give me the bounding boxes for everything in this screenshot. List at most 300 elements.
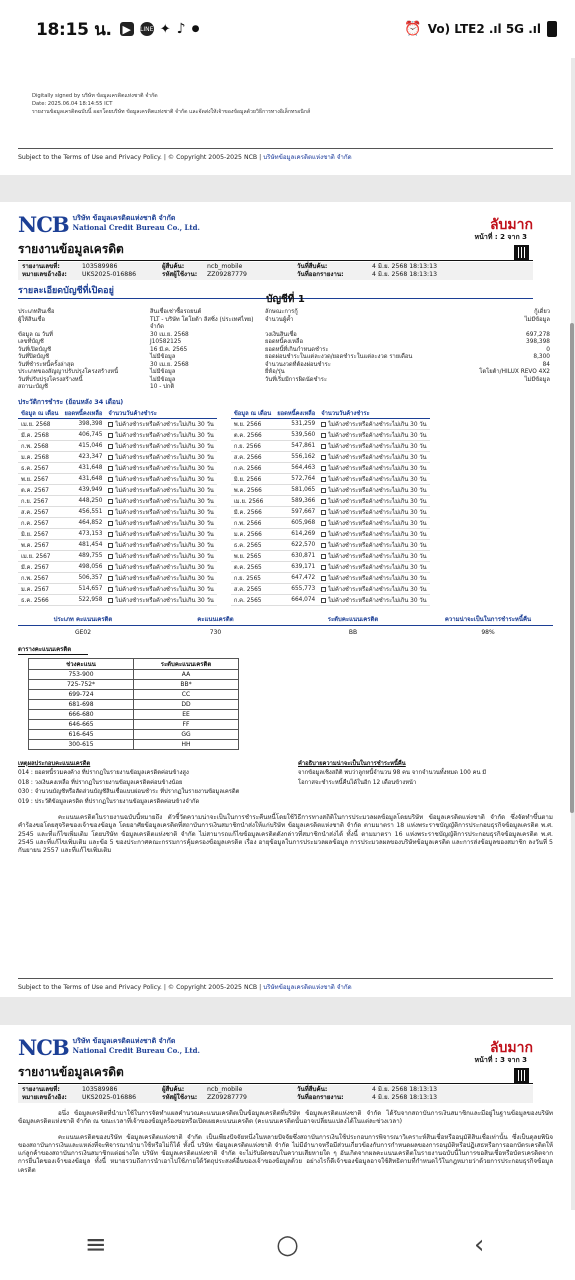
account-field: 8,300 — [533, 354, 550, 360]
grade-value: DD — [134, 699, 239, 709]
history-balance: 481,454 — [61, 539, 105, 550]
table-row — [18, 517, 217, 528]
history-month: พ.ย. 2566 — [231, 418, 274, 429]
table-row — [18, 539, 217, 550]
table-row — [231, 484, 430, 495]
status-text: ไม่ค้างชำระหรือค้างชำระไม่เกิน 30 วัน — [328, 597, 427, 604]
confidential-label: ลับมาก — [489, 217, 533, 233]
table-row — [29, 719, 239, 729]
history-status — [105, 451, 216, 462]
status-text: ไม่ค้างชำระหรือค้างชำระไม่เกิน 30 วัน — [328, 443, 427, 450]
status-text: ไม่ค้างชำระหรือค้างชำระไม่เกิน 30 วัน — [115, 597, 214, 604]
history-status — [318, 517, 429, 528]
checkbox-icon — [108, 598, 113, 603]
range-value: 666-680 — [29, 709, 134, 719]
checkbox-icon — [321, 521, 326, 526]
home-button[interactable]: ○ — [276, 1230, 299, 1260]
history-header: จำนวนวันค้างชำระ — [105, 408, 216, 419]
checkbox-icon — [321, 565, 326, 570]
table-row — [231, 418, 430, 429]
play-icon: ▶ — [120, 22, 134, 36]
table-row — [18, 462, 217, 473]
table-row — [29, 699, 239, 709]
history-table-left — [18, 408, 217, 606]
history-balance: 572,764 — [274, 473, 318, 484]
history-status — [318, 550, 429, 561]
checkbox-icon — [321, 510, 326, 515]
table-row — [231, 462, 430, 473]
qr-code-icon — [514, 245, 529, 260]
checkbox-icon — [321, 422, 326, 427]
tiktok-icon: ♪ — [176, 21, 186, 37]
history-header: จำนวนวันค้างชำระ — [318, 408, 429, 419]
ncb-link[interactable]: บริษัทข้อมูลเครดิตแห่งชาติ จำกัด — [263, 984, 352, 991]
history-balance: 630,871 — [274, 550, 318, 561]
table-row — [231, 506, 430, 517]
reason-item: 018 : วงเงินคงเหลือ ที่ปรากฏในรายงานข้อมูลเครดิตค่อนข้างน้อย — [18, 779, 183, 786]
checkbox-icon — [321, 444, 326, 449]
history-balance: 547,861 — [274, 440, 318, 451]
status-text: ไม่ค้างชำระหรือค้างชำระไม่เกิน 30 วัน — [328, 531, 427, 538]
checkbox-icon — [321, 532, 326, 537]
page-number: หน้าที่ : 2 จาก 3 — [474, 233, 527, 241]
history-balance: 597,667 — [274, 506, 318, 517]
history-balance: 564,463 — [274, 462, 318, 473]
history-month: มิ.ย. 2566 — [231, 473, 274, 484]
table-row — [18, 418, 217, 429]
history-month: ต.ค. 2567 — [18, 484, 61, 495]
table-row — [18, 594, 217, 605]
history-status — [105, 484, 216, 495]
ncb-link[interactable]: บริษัทข้อมูลเครดิตแห่งชาติ จำกัด — [263, 154, 352, 161]
history-month: มี.ค. 2568 — [18, 429, 61, 440]
grade-value: EE — [134, 709, 239, 719]
table-row — [18, 451, 217, 462]
checkbox-icon — [108, 466, 113, 471]
history-balance: 406,745 — [61, 429, 105, 440]
history-balance: 473,153 — [61, 528, 105, 539]
history-balance: 456,551 — [61, 506, 105, 517]
reasons: เหตุผลประกอบคะแนนเครดิต 014 : ยอดหนี้รวมคงค้าง ที่ปรากฎในรายงานข้อมูลเครดิตค่อนข้างสูง 018 : วงเงินคงเหลือ ที่ปรากฏในรายงานข้อมูลเครดิตค่อนข้างน้อย 030 : จำนวนบัญชีหรือสัดส่วนบัญชีสินเชื่อแบบผ่อนชำระ ที่ปรากฏในรายงานข้อมูลเครดิต 019 : ประวัติข้อมูลเครดิต ที่ปรากฏในรายงานข้อมูลเครดิตค่อนข้างจำกัด คำอธิบายความน่าจะเป็นในการชำระหนี้คืน จากข้อมูลเชิงสถิติ พบว่าลูกหนี้จำนวน 98 คน จากจำนวนทั้งหมด 100 คน มีโอกาสจะชำระหนี้คืนได้ในอีก 12 เดือนข้างหน้า — [18, 760, 553, 808]
status-text: ไม่ค้างชำระหรือค้างชำระไม่เกิน 30 วัน — [115, 520, 214, 527]
probability-text: จากข้อมูลเชิงสถิติ พบว่าลูกหนี้จำนวน 98 คน จากจำนวนทั้งหมด 100 คน มีโอกาสจะชำระหนี้คืนได้ในอีก 12 เดือนข้างหน้า — [298, 770, 487, 786]
account-field — [420, 384, 550, 392]
history-balance: 489,755 — [61, 550, 105, 561]
range-value: 616-645 — [29, 729, 134, 739]
checkbox-icon — [321, 576, 326, 581]
checkbox-icon — [108, 433, 113, 438]
history-status — [318, 451, 429, 462]
history-month: ต.ค. 2566 — [231, 429, 274, 440]
status-text: ไม่ค้างชำระหรือค้างชำระไม่เกิน 30 วัน — [328, 454, 427, 461]
account-field: J10582125 — [150, 339, 182, 345]
pdf-page-1 — [0, 58, 571, 175]
history-month: ก.พ. 2568 — [18, 440, 61, 451]
table-row — [231, 440, 430, 451]
checkbox-icon — [108, 444, 113, 449]
status-text: ไม่ค้างชำระหรือค้างชำระไม่เกิน 30 วัน — [115, 443, 214, 450]
digital-signature: Digitally signed by บริษัท ข้อมูลเครดิตแห่งชาติ จำกัด Date: 2025.06.04 18:14:55 ICT รายงานข้อมูลเครดิตฉบับนี้ ออกโดยบริษัท ข้อมูลเครดิตแห่งชาติ จำกัด และจัดส่งให้เจ้าของข้อมูลด้วยวิธีการทางอิเล็กทรอนิกส์ — [32, 93, 311, 115]
history-balance: 415,046 — [61, 440, 105, 451]
report-meta: รายงานเลขที่: 103589986 ผู้สืบค้น: ncb_mobile วันที่สืบค้น: 4 มิ.ย. 2568 18:13:13 หมายเลขอ้างอิง: UKS2025-016886 รหัสผู้ใช้งาน: ZZ09287779 วันที่ออกรายงาน: 4 มิ.ย. 2568 18:13:13 — [18, 1085, 533, 1103]
navigation-bar — [0, 1210, 575, 1280]
status-text: ไม่ค้างชำระหรือค้างชำระไม่เกิน 30 วัน — [328, 564, 427, 571]
status-text: ไม่ค้างชำระหรือค้างชำระไม่เกิน 30 วัน — [328, 421, 427, 428]
history-balance: 614,269 — [274, 528, 318, 539]
account-field: 30 เม.ย. 2568 — [150, 361, 189, 368]
account-field: วันที่ปิดบัญชี — [18, 354, 50, 360]
history-status — [105, 572, 216, 583]
account-field: วันที่ปรับปรุงโครงสร้างหนี้ — [18, 376, 83, 383]
table-row — [18, 473, 217, 484]
photos-icon: ✦ — [159, 21, 171, 37]
status-text: ไม่ค้างชำระหรือค้างชำระไม่เกิน 30 วัน — [115, 421, 214, 428]
score-grade: BB — [348, 628, 358, 636]
history-status — [318, 506, 429, 517]
history-month: เม.ย. 2567 — [18, 550, 61, 561]
checkbox-icon — [108, 488, 113, 493]
history-month: ก.ย. 2566 — [231, 440, 274, 451]
history-status — [105, 528, 216, 539]
account-field: โตโยต้า/HILUX REVO 4X2 — [479, 369, 550, 375]
credit-score: ประเภท คะแนนเครดิต คะแนนเครดิต ระดับคะแนนเครดิต ความน่าจะเป็นในการชำระหนี้คืน GE02 730 BB 98% — [18, 614, 553, 636]
history-status — [105, 473, 216, 484]
status-text: ไม่ค้างชำระหรือค้างชำระไม่เกิน 30 วัน — [328, 476, 427, 483]
history-balance: 639,171 — [274, 561, 318, 572]
checkbox-icon — [321, 433, 326, 438]
account-field: 0 — [546, 346, 550, 353]
history-month: ก.ย. 2565 — [231, 572, 274, 583]
table-row — [231, 583, 430, 594]
history-balance: 498,056 — [61, 561, 105, 572]
score-note: อนึ่ง ข้อมูลเครดิตที่นำมาใช้ในการจัดทำแผลคำนวณคะแนนเครดิตเป็นข้อมูลเครดิตที่บริษัท ข้อมูลเครดิตแห่งชาติ จำกัด ได้รับจากสถาบันการเงินสมาชิกและมีอยู่ในฐานข้อมูลของบริษัท ข้อมูลเครดิตแห่งชาติ จำกัด ณ ขณะเวลาที่เจ้าของข้อมูลร้องขอหรือเปิดเผยคะแนนเครดิต (คะแนนเครดิตนั้นอาจเปลี่ยนแปลงได้ในแต่ละช่วงเวลา) — [18, 1110, 553, 1126]
checkbox-icon — [108, 422, 113, 427]
history-balance: 431,648 — [61, 462, 105, 473]
history-month: พ.ค. 2566 — [231, 484, 274, 495]
history-status — [105, 583, 216, 594]
grade-header: ระดับคะแนนเครดิต — [134, 658, 239, 669]
table-row — [18, 484, 217, 495]
history-status — [318, 473, 429, 484]
account-field: 84 — [542, 361, 550, 368]
history-balance: 439,949 — [61, 484, 105, 495]
reason-item: 019 : ประวัติข้อมูลเครดิต ที่ปรากฏในรายงานข้อมูลเครดิตค่อนข้างจำกัด — [18, 798, 200, 805]
grade-value: AA — [134, 669, 239, 679]
status-text: ไม่ค้างชำระหรือค้างชำระไม่เกิน 30 วัน — [115, 531, 214, 538]
history-status — [105, 517, 216, 528]
table-row — [231, 495, 430, 506]
history-status — [105, 462, 216, 473]
network-status: Vo) LTE2 .ıl 5G .ıl — [427, 22, 541, 36]
checkbox-icon — [321, 543, 326, 548]
ncb-logo: NCB — [18, 1035, 69, 1060]
page-number: หน้าที่ : 3 จาก 3 — [474, 1056, 527, 1064]
status-text: ไม่ค้างชำระหรือค้างชำระไม่เกิน 30 วัน — [115, 465, 214, 472]
table-row — [29, 669, 239, 679]
section-title: รายละเอียดบัญชีที่เปิดอยู่ — [18, 283, 533, 299]
terms-footer: Subject to the Terms of Use and Privacy Policy. | © Copyright 2005-2025 NCB | บริษัทข้อมูลเครดิตแห่งชาติ จำกัด — [18, 978, 553, 992]
table-row — [29, 729, 239, 739]
table-row — [29, 739, 239, 749]
status-text: ไม่ค้างชำระหรือค้างชำระไม่เกิน 30 วัน — [328, 520, 427, 527]
qr-code-icon — [514, 1068, 529, 1083]
range-value: 699-724 — [29, 689, 134, 699]
account-field: จำนวนผู้ค้ำ — [265, 316, 294, 323]
status-text: ไม่ค้างชำระหรือค้างชำระไม่เกิน 30 วัน — [328, 498, 427, 505]
history-status — [105, 550, 216, 561]
account-field: สถานะบัญชี — [18, 384, 48, 390]
history-month: พ.ย. 2565 — [231, 550, 274, 561]
status-text: ไม่ค้างชำระหรือค้างชำระไม่เกิน 30 วัน — [115, 487, 214, 494]
account-field: ไม่มีข้อมูล — [524, 376, 550, 383]
grade-value: FF — [134, 719, 239, 729]
table-row — [231, 594, 430, 605]
checkbox-icon — [321, 466, 326, 471]
history-month: ต.ค. 2565 — [231, 561, 274, 572]
status-text: ไม่ค้างชำระหรือค้างชำระไม่เกิน 30 วัน — [115, 454, 214, 461]
account-field: ประเภทของสัญญาปรับปรุงโครงสร้างหนี้ — [18, 369, 119, 375]
account-field: วงเงินสินเชื่อ — [265, 331, 297, 338]
status-text: ไม่ค้างชำระหรือค้างชำระไม่เกิน 30 วัน — [328, 542, 427, 549]
checkbox-icon — [321, 598, 326, 603]
history-balance: 589,366 — [274, 495, 318, 506]
account-field — [265, 384, 420, 392]
account-field: วันที่เปิดบัญชี — [18, 346, 52, 353]
table-row — [29, 689, 239, 699]
table-row — [231, 473, 430, 484]
history-balance: 655,773 — [274, 583, 318, 594]
table-row — [231, 517, 430, 528]
account-details — [18, 292, 553, 855]
checkbox-icon — [108, 521, 113, 526]
status-text: ไม่ค้างชำระหรือค้างชำระไม่เกิน 30 วัน — [328, 509, 427, 516]
history-month: ส.ค. 2567 — [18, 506, 61, 517]
scrollbar[interactable] — [570, 323, 574, 813]
history-status — [318, 583, 429, 594]
history-balance: 531,259 — [274, 418, 318, 429]
history-month: เม.ย. 2566 — [231, 495, 274, 506]
account-field: ไม่มีข้อมูล — [150, 376, 176, 383]
dot-icon: ● — [191, 24, 200, 34]
account-field: TLT - บริษัท โตโยต้า ลีสซิ่ง (ประเทศไทย) จำกัด — [150, 316, 254, 330]
account-field: ข้อมูล ณ วันที่ — [18, 331, 53, 338]
history-month: ก.ค. 2565 — [231, 594, 274, 605]
table-row — [231, 572, 430, 583]
table-row — [231, 451, 430, 462]
table-row — [29, 679, 239, 689]
line-app-icon: LINE — [140, 22, 154, 36]
account-field: สินเชื่อเช่าซื้อรถยนต์ — [150, 309, 202, 315]
history-balance: 581,065 — [274, 484, 318, 495]
checkbox-icon — [108, 455, 113, 460]
history-month: ม.ค. 2567 — [18, 583, 61, 594]
account-field: 398,398 — [526, 339, 550, 345]
history-month: มี.ค. 2566 — [231, 506, 274, 517]
history-status — [105, 506, 216, 517]
status-text: ไม่ค้างชำระหรือค้างชำระไม่เกิน 30 วัน — [328, 575, 427, 582]
recent-apps-button[interactable]: ≡ — [84, 1230, 107, 1260]
table-row — [18, 506, 217, 517]
history-month: ก.ย. 2567 — [18, 495, 61, 506]
history-month: ธ.ค. 2567 — [18, 462, 61, 473]
history-header: ข้อมูล ณ เดือน — [231, 408, 274, 419]
history-status — [105, 594, 216, 605]
account-field: ยอดหนี้ที่เกินกำหนดชำระ — [265, 346, 329, 353]
history-month: พ.ย. 2567 — [18, 473, 61, 484]
status-text: ไม่ค้างชำระหรือค้างชำระไม่เกิน 30 วัน — [115, 553, 214, 560]
back-button[interactable]: ‹ — [473, 1230, 485, 1260]
status-text: ไม่ค้างชำระหรือค้างชำระไม่เกิน 30 วัน — [115, 564, 214, 571]
account-field: วันที่ชำระหนี้ครั้งล่าสุด — [18, 361, 75, 368]
disclaimer: คะแนนเครดิตในรายงานฉบับนี้หมายถึง ตัวชี้วัดความน่าจะเป็นในการชำระคืนหนี้โดยใช้วิธีการทางสถิติในการประมวลผลข้อมูลโดยบริษัท ข้อมูลเครดิตแห่งชาติ จำกัด ซึ่งจัดทำขึ้นตามคำร้องขอโดยสุจริตของเจ้าของข้อมูล โดยอาศัยข้อมูลเครดิตที่สถาบันการเงินสมาชิกนำส่งให้แก่บริษัท ข้อมูลเครดิตแห่งชาติ จำกัด ตามมาตรา 18 แห่งพระราชบัญญัติการประกอบธุรกิจข้อมูลเครดิต พ.ศ. 2545 และที่แก้ไขเพิ่มเติม โดยบริษัท ข้อมูลเครดิตแห่งชาติ จำกัด ไม่สามารถแก้ไขข้อมูลเครดิตดังกล่าวที่สมาชิกนำส่งได้ ทั้งนี้ ตามมาตรา 16 แห่งพระราชบัญญัติการประกอบธุรกิจข้อมูลเครดิต พ.ศ. 2545 และที่แก้ไขเพิ่มเติม และข้อ 5 ของประกาศคณะกรรมการคุ้มครองข้อมูลเครดิต เรื่อง อายุข้อมูลในการประมวลผลข้อมูล การประมวลผลของบริษัทข้อมูลเครดิต และการส่งข้อมูลของสมาชิก ลงวันที่ 5 กันยายน 2557 และที่แก้ไขเพิ่มเติม — [18, 814, 553, 855]
table-row — [18, 429, 217, 440]
history-status — [105, 429, 216, 440]
status-text: ไม่ค้างชำระหรือค้างชำระไม่เกิน 30 วัน — [115, 432, 214, 439]
history-month: ม.ค. 2566 — [231, 528, 274, 539]
range-value: 646-665 — [29, 719, 134, 729]
checkbox-icon — [108, 499, 113, 504]
checkbox-icon — [108, 543, 113, 548]
history-balance: 539,560 — [274, 429, 318, 440]
table-row — [18, 440, 217, 451]
history-month: ก.พ. 2567 — [18, 572, 61, 583]
account-field: ประเภทสินเชื่อ — [18, 309, 55, 315]
history-status — [105, 539, 216, 550]
status-text: ไม่ค้างชำระหรือค้างชำระไม่เกิน 30 วัน — [115, 586, 214, 593]
checkbox-icon — [108, 565, 113, 570]
grade-value: BB* — [134, 679, 239, 689]
history-status — [318, 495, 429, 506]
report-header: NCB บริษัท ข้อมูลเครดิตแห่งชาติ จำกัด National Credit Bureau Co., Ltd. ลับมาก หน้าที่ : 3 จาก 3 รายงานข้อมูลเครดิต รายงานเลขที่: 103589986 ผู้สืบค้น: ncb_mobile วันที่สืบค้น: 4 มิ.ย. 2568 18:13:13 หมายเลขอ้างอิง: UKS2025-016886 รหัสผู้ใช้งาน: ZZ09287779 วันที่ออกรายงาน: 4 มิ.ย. 2568 18:13:13 อนึ่ง ข้อมูลเครดิตที่นำมาใช้ในการจัดทำแผลคำนวณคะแนนเครดิตเป็นข้อมูลเครดิตที่บริษัท ข้อมูลเครดิตแห่งชาติ จำกัด ได้รับจากสถาบันการเงินสมาชิกและมีอยู่ในฐานข้อมูลของบริษัท ข้อมูลเครดิตแห่งชาติ จำกัด ณ ขณะเวลาที่เจ้าของข้อมูลร้องขอหรือเปิดเผยคะแนนเครดิต (คะแนนเครดิตนั้นอาจเปลี่ยนแปลงได้ในแต่ละช่วงเวลา) คะแนนเครดิตของบริษัท ข้อมูลเครดิตแห่งชาติ จำกัด เป็นเพียงปัจจัยหนึ่งในหลายปัจจัยซึ่งสถาบันการเงินใช้ประกอบการพิจารณาวิเคราะห์สินเชื่อหรืออนุมัติสินเชื่อเท่านั้น ซึ่งเป็นดุลยพินิจของสถาบันการเงินและแหล่งที่จะพิจารณานำมาใช้หรือไม่ก็ได้ ทั้งนี้ บริษัท ข้อมูลเครดิตแห่งชาติ จำกัด ไม่มีอำนาจหรือมีส่วนเกี่ยวข้องกับการกำหนดผลของการอนุมัติหรือปฏิเสธหรือการออกบัตรเครดิตให้แก่ลูกค้าของสถาบันการเงินสมาชิกแต่อย่างใด บริษัท ข้อมูลเครดิตแห่งชาติ จำกัด จะไม่รับผิดชอบในความเสียหายใด ๆ อันเกิดจากผลคะแนนเครดิตในรายงานฉบับนี้ในการขอสินเชื่อหรือบัตรเครดิตจากการยื่นใดของเจ้าของข้อมูล ทั้งนี้ หมายรวมถึงการนำเอาไปใช้ภายใต้วัตถุประสงค์อื่นของเจ้าของข้อมูลด้วย อย่างไรก็ดีเจ้าของข้อมูลอาจใช้สิทธิตามที่กำหนดไว้ในกฎหมายว่าด้วยการประกอบธุรกิจข้อมูลเครดิต — [18, 1035, 553, 1174]
history-status — [318, 539, 429, 550]
history-balance: 605,968 — [274, 517, 318, 528]
history-status — [318, 440, 429, 451]
ncb-logo: NCB — [18, 212, 69, 237]
grade-value: HH — [134, 739, 239, 749]
range-value: 725-752* — [29, 679, 134, 689]
status-text: ไม่ค้างชำระหรือค้างชำระไม่เกิน 30 วัน — [115, 542, 214, 549]
score-disclaimer: คะแนนเครดิตของบริษัท ข้อมูลเครดิตแห่งชาติ จำกัด เป็นเพียงปัจจัยหนึ่งในหลายปัจจัยซึ่งสถาบันการเงินใช้ประกอบการพิจารณาวิเคราะห์สินเชื่อหรืออนุมัติสินเชื่อเท่านั้น ซึ่งเป็นดุลยพินิจของสถาบันการเงินและแหล่งที่จะพิจารณานำมาใช้หรือไม่ก็ได้ ทั้งนี้ บริษัท ข้อมูลเครดิตแห่งชาติ จำกัด ไม่มีอำนาจหรือมีส่วนเกี่ยวข้องกับการกำหนดผลของการอนุมัติหรือปฏิเสธหรือการออกบัตรเครดิตให้แก่ลูกค้าของสถาบันการเงินสมาชิกแต่อย่างใด บริษัท ข้อมูลเครดิตแห่งชาติ จำกัด จะไม่รับผิดชอบในความเสียหายใด ๆ อันเกิดจากผลคะแนนเครดิตในรายงานฉบับนี้ในการขอสินเชื่อหรือบัตรเครดิตจากการยื่นใดของเจ้าของข้อมูล ทั้งนี้ หมายรวมถึงการนำเอาไปใช้ภายใต้วัตถุประสงค์อื่นของเจ้าของข้อมูลด้วย อย่างไรก็ดีเจ้าของข้อมูลอาจใช้สิทธิตามที่กำหนดไว้ในกฎหมายว่าด้วยการประกอบธุรกิจข้อมูลเครดิต — [18, 1133, 553, 1174]
account-field: ผู้ให้สินเชื่อ — [18, 316, 45, 323]
history-month: ธ.ค. 2565 — [231, 539, 274, 550]
history-status — [105, 440, 216, 451]
history-month: ก.พ. 2566 — [231, 517, 274, 528]
history-month: มี.ค. 2567 — [18, 561, 61, 572]
account-field: เลขที่บัญชี — [18, 339, 44, 345]
history-balance: 647,472 — [274, 572, 318, 583]
grade-value: GG — [134, 729, 239, 739]
account-field: ไม่มีข้อมูล — [150, 369, 176, 375]
range-header: ช่วงคะแนน — [29, 658, 134, 669]
history-status — [318, 572, 429, 583]
history-balance: 506,357 — [61, 572, 105, 583]
account-field: 16 มี.ค. 2565 — [150, 346, 188, 353]
history-balance: 664,074 — [274, 594, 318, 605]
history-header: ยอดหนี้คงเหลือ — [61, 408, 105, 419]
history-status — [318, 528, 429, 539]
status-text: ไม่ค้างชำระหรือค้างชำระไม่เกิน 30 วัน — [115, 575, 214, 582]
history-table-right — [231, 408, 430, 606]
pdf-page-2 — [0, 202, 571, 997]
history-month: ส.ค. 2565 — [231, 583, 274, 594]
confidential-label: ลับมาก — [489, 1040, 533, 1056]
history-header: ยอดหนี้คงเหลือ — [274, 408, 318, 419]
account-fields — [18, 309, 553, 392]
range-title: ตารางคะแนนเครดิต — [18, 644, 88, 655]
terms-footer: Subject to the Terms of Use and Privacy Policy. | © Copyright 2005-2025 NCB | บริษัทข้อมูลเครดิตแห่งชาติ จำกัด — [18, 148, 553, 162]
account-field: 10 - ปกติ — [150, 384, 175, 390]
pdf-page-3 — [0, 1025, 571, 1210]
account-field: ไม่มีข้อมูล — [150, 354, 176, 360]
history-month: พ.ค. 2567 — [18, 539, 61, 550]
table-row — [18, 550, 217, 561]
status-text: ไม่ค้างชำระหรือค้างชำระไม่เกิน 30 วัน — [115, 476, 214, 483]
account-field: วันที่เริ่มมีการผิดนัดชำระ — [265, 376, 327, 383]
checkbox-icon — [321, 587, 326, 592]
history-status — [318, 418, 429, 429]
checkbox-icon — [321, 499, 326, 504]
history-status — [105, 561, 216, 572]
pdf-viewer[interactable] — [0, 58, 575, 1210]
history-balance: 448,250 — [61, 495, 105, 506]
status-text: ไม่ค้างชำระหรือค้างชำระไม่เกิน 30 วัน — [115, 509, 214, 516]
table-row — [231, 528, 430, 539]
history-status — [105, 418, 216, 429]
history-month: เม.ย. 2568 — [18, 418, 61, 429]
checkbox-icon — [108, 576, 113, 581]
range-value: 300-615 — [29, 739, 134, 749]
account-field: จำนวนงวดที่ต้องผ่อนชำระ — [265, 361, 331, 368]
table-row — [18, 561, 217, 572]
account-field: กู้เดี่ยว — [534, 309, 550, 315]
account-field: ยอดผ่อนชำระในแต่ละงวด/ยอดชำระในแต่ละงวด รายเดือน — [265, 354, 413, 360]
range-value: 753-900 — [29, 669, 134, 679]
checkbox-icon — [321, 455, 326, 460]
table-row — [29, 709, 239, 719]
history-balance: 522,958 — [61, 594, 105, 605]
table-row — [231, 429, 430, 440]
history-status — [318, 594, 429, 605]
history-balance: 464,852 — [61, 517, 105, 528]
history-header: ข้อมูล ณ เดือน — [18, 408, 61, 419]
table-row — [18, 572, 217, 583]
reason-item: 030 : จำนวนบัญชีหรือสัดส่วนบัญชีสินเชื่อแบบผ่อนชำระ ที่ปรากฏในรายงานข้อมูลเครดิต — [18, 789, 240, 795]
history-status — [318, 462, 429, 473]
alarm-icon: ⏰ — [404, 21, 422, 37]
score-type: GE02 — [74, 628, 92, 636]
table-row — [231, 539, 430, 550]
account-field: ยอดหนี้คงเหลือ — [265, 339, 303, 345]
score-range-table — [28, 658, 239, 750]
account-field: ไม่มีข้อมูล — [524, 316, 550, 323]
history-status — [318, 429, 429, 440]
score-probability: 98% — [481, 628, 495, 636]
report-header: NCB บริษัท ข้อมูลเครดิตแห่งชาติ จำกัด National Credit Bureau Co., Ltd. ลับมาก หน้าที่ : 2 จาก 3 รายงานข้อมูลเครดิต รายงานเลขที่: 103589986 ผู้สืบค้น: ncb_mobile วันที่สืบค้น: 4 มิ.ย. 2568 18:13:13 หมายเลขอ้างอิง: UKS2025-016886 รหัสผู้ใช้งาน: ZZ09287779 วันที่ออกรายงาน: 4 มิ.ย. 2568 18:13:13 รายละเอียดบัญชีที่เปิดอยู่ — [18, 214, 553, 299]
history-status — [105, 495, 216, 506]
history-balance: 622,570 — [274, 539, 318, 550]
grade-value: CC — [134, 689, 239, 699]
status-time: 18:15 น. — [36, 19, 112, 40]
status-text: ไม่ค้างชำระหรือค้างชำระไม่เกิน 30 วัน — [328, 487, 427, 494]
table-row — [231, 550, 430, 561]
history-month: ม.ค. 2568 — [18, 451, 61, 462]
checkbox-icon — [108, 554, 113, 559]
status-text: ไม่ค้างชำระหรือค้างชำระไม่เกิน 30 วัน — [328, 586, 427, 593]
checkbox-icon — [108, 477, 113, 482]
history-balance: 431,648 — [61, 473, 105, 484]
account-field: 30 เม.ย. 2568 — [150, 331, 189, 338]
reason-item: 014 : ยอดหนี้รวมคงค้าง ที่ปรากฎในรายงานข้อมูลเครดิตค่อนข้างสูง — [18, 770, 189, 776]
